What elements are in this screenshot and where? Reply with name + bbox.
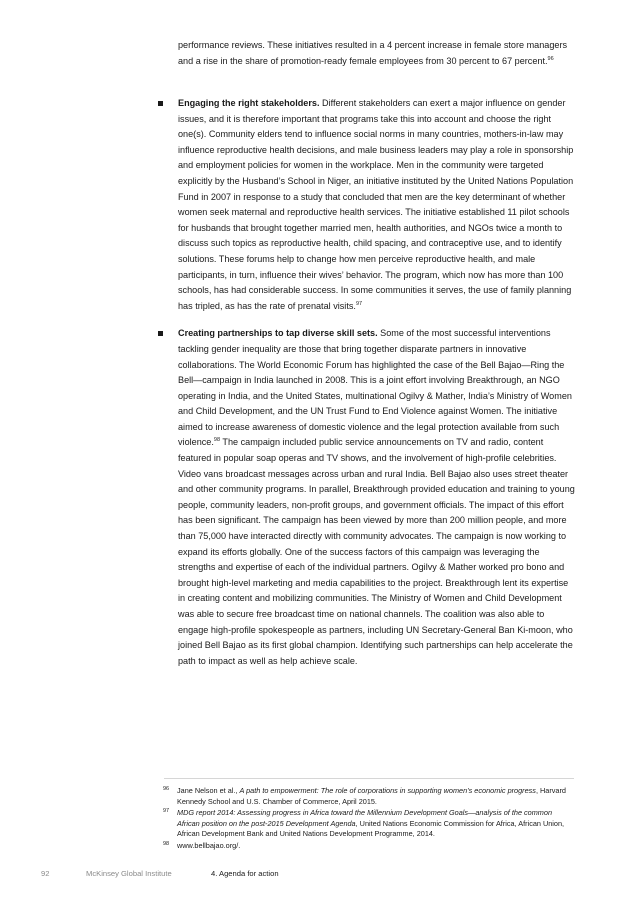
- footnote-title: MDG report 2014: Assessing progress in Africa toward the Millennium Development Goals—analysis of the common African position on the post-2015 Development Agenda: [177, 808, 553, 828]
- footnote-text: Jane Nelson et al.,: [177, 786, 240, 795]
- bullet-text-continued: The campaign included public service announcements on TV and radio, content featured in popular soap operas and TV shows, and the involvement of high-profile celebrities. Video vans broadcast messages across urban and rural India. Bell Bajao also uses street theater and other community programs. In parallel, Breakthrough provided education and training to young people, community leaders, non-profit groups, and government officials. The impact of this effort has been significant. The campaign has been viewed by more than 200 million people, and more than 75,000 have interacted directly with community advocates. The campaign is now working to expand its efforts globally. One of the success factors of this campaign was leveraging the strengths and expertise of each of the individual partners. Ogilvy & Mather worked pro bono and brought high-level marketing and media capabilities to the project. Breakthrough lent its expertise in creating content and mobilizing communities. The Ministry of Women and Child Development was able to secure free broadcast time on national channels. The coalition was also able to engage high-profile spokespeople as partners, including UN Secretary-General Ban Ki-moon, who joined Bell Bajao as its first global champion. Identifying such partnerships can help accelerate the path to impact as well as help achieve scale.: [178, 437, 575, 666]
- intro-text: performance reviews. These initiatives resulted in a 4 percent increase in female store managers and a rise in the share of promotion-ready female employees from 30 percent to 67 percent.: [178, 40, 568, 66]
- bullet-text: Some of the most successful interventions tackling gender inequality are those that bring together disparate partners in innovative collaborations. The World Economic Forum has highlighted the case of the Bell Bajao—Ring the Bell—campaign in India launched in 2008. This is a joint effort involving Breakthrough, an NGO operating in India, and the United States, multinational Ogilvy & Mather, India’s Ministry of Women and Child Development, and the UN Trust Fund to End Violence against Women. The initiative aimed to increase awareness of domestic violence and the legal protection available from such violence.: [178, 328, 572, 448]
- bullet-stakeholders: [178, 96, 576, 314]
- footnote-link[interactable]: www.bellbajao.org/.: [177, 841, 241, 850]
- footnote-96: [163, 786, 575, 807]
- footnote-divider: [164, 778, 574, 779]
- footnote-text: , Harvard Kennedy School and U.S. Chamber of Commerce, April 2015.: [177, 786, 566, 806]
- footnote-98: [163, 841, 575, 852]
- bullet-square-icon: [158, 101, 163, 106]
- footnote-ref-96[interactable]: 96: [547, 55, 554, 62]
- bullet-heading: Engaging the right stakeholders.: [178, 98, 320, 108]
- intro-paragraph: [178, 38, 576, 69]
- bullet-square-icon: [158, 331, 163, 336]
- bullet-heading: Creating partnerships to tap diverse skill sets.: [178, 328, 378, 339]
- footnote-ref-98[interactable]: 98: [213, 437, 221, 444]
- footnote-title: A path to empowerment: The role of corporations in supporting women’s economic progress: [239, 786, 536, 795]
- bullet-text: Different stakeholders can exert a major influence on gender issues, and it is therefore important that programs take this into account and choose the right one(s). Community elders tend to influence social norms in many countries, mothers-in-law may influence reproductive health decisions, and male business leaders may play a role in sponsorship and employment policies for women in the workplace. Men in the community were targeted explicitly by the Husband’s School in Niger, an initiative instituted by the United Nations Population Fund in 2007 in response to a study that concluded that men are the key determinant of whether women seek maternal and reproductive health services. The initiative established 11 pilot schools for husbands that brought together married men, health authorities, and NGOs twice a month to discuss such topics as reproductive health, child spacing, and contraceptive use, and to identify solutions. These forums help to change how men perceive reproductive health, and male participants, in turn, influence their wives’ behavior. The program, which now has more than 100 schools, has had considerable success. In some communities it serves, the use of family planning has tripled, as has the rate of prenatal visits.: [178, 98, 574, 311]
- footnote-number: 96: [163, 786, 170, 792]
- publisher-name: McKinsey Global Institute: [86, 869, 172, 878]
- bullet-partnerships: [178, 326, 576, 669]
- section-title: 4. Agenda for action: [211, 869, 279, 878]
- footnote-ref-97[interactable]: 97: [355, 300, 363, 307]
- page-number: 92: [41, 869, 50, 878]
- bullet-list: [178, 96, 576, 681]
- footnote-97: [163, 808, 575, 840]
- footnote-number: 98: [163, 841, 170, 847]
- footnote-text: , United Nations Economic Commission for Africa, African Union, African Development Bank and United Nations Development Programme, 2014.: [177, 818, 565, 839]
- footnote-number: 97: [163, 808, 170, 814]
